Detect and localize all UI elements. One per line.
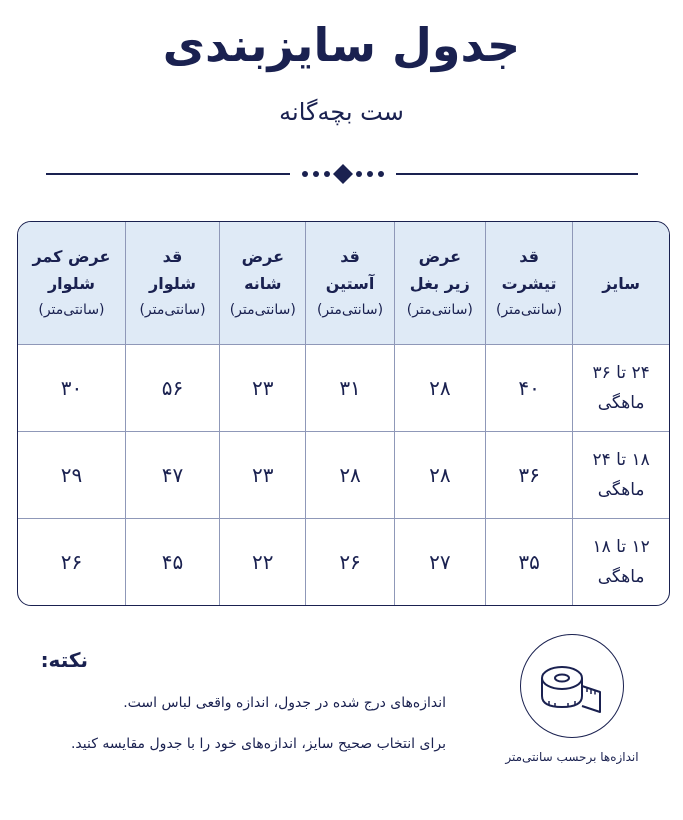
header-label: عرض [241, 246, 284, 266]
badge-caption: اندازه‌ها برحسب سانتی‌متر [505, 750, 639, 764]
table-cell: ۲۸ [394, 345, 485, 432]
table-cell: ۲۲ [220, 519, 306, 606]
table-cell: ۲۸ [306, 432, 394, 519]
table-cell: ۴۰ [485, 345, 572, 432]
header-label: عرض [418, 246, 462, 266]
header-tshirt-length [485, 222, 572, 345]
table-row [18, 432, 669, 519]
size-cell: ۱۸ تا ۲۴ ماهگی [573, 432, 669, 519]
table-cell: ۲۶ [18, 519, 125, 606]
header-chest-width [394, 222, 485, 345]
ornamental-divider [46, 162, 638, 186]
table-row [18, 345, 669, 432]
header-shoulder-width [220, 222, 306, 345]
header-waist-width [18, 222, 125, 345]
table-cell: ۲۶ [306, 519, 394, 606]
header-pants-length [125, 222, 219, 345]
size-cell: ۲۴ تا ۳۶ ماهگی [573, 345, 669, 432]
header-label: قد [162, 246, 183, 266]
header-label: قد [519, 246, 539, 266]
header-unit: (سانتی‌متر) [406, 301, 473, 318]
header-unit: (سانتی‌متر) [496, 301, 563, 318]
measuring-tape-icon [520, 634, 624, 738]
table-cell: ۲۷ [394, 519, 485, 606]
table-cell: ۲۸ [394, 432, 485, 519]
table-cell: ۳۰ [18, 345, 125, 432]
header-label: شانه [244, 273, 282, 293]
page-title: جدول سایزبندی [162, 18, 521, 72]
header-label: قد [340, 246, 360, 266]
header-label: عرض کمر [32, 246, 111, 266]
size-cell: ۱۲ تا ۱۸ ماهگی [573, 519, 669, 606]
header-unit: (سانتی‌متر) [316, 301, 384, 318]
header-label: زیر بغل [409, 273, 470, 293]
header-label: شلوار [149, 273, 197, 293]
note-line: برای انتخاب صحیح سایز، اندازه‌های خود را با جدول مقایسه کنید. [70, 736, 446, 752]
page-subtitle: ست بچه‌گانه [279, 98, 404, 126]
table-cell: ۲۹ [18, 432, 125, 519]
table-cell: ۳۶ [485, 432, 572, 519]
table-cell: ۳۱ [306, 345, 394, 432]
table-cell: ۵۶ [125, 345, 219, 432]
header-label: آستین [325, 273, 375, 293]
measurement-badge [520, 634, 624, 738]
table-cell: ۳۵ [485, 519, 572, 606]
table-cell: ۴۵ [125, 519, 219, 606]
table-header-row [18, 222, 669, 345]
header-label: شلوار [47, 273, 95, 293]
header-label: تیشرت [501, 273, 557, 293]
header-unit: (سانتی‌متر) [38, 301, 105, 318]
note-title: نکته: [40, 648, 88, 672]
size-chart-table [17, 221, 670, 606]
table-cell: ۴۷ [125, 432, 219, 519]
table-cell: ۲۳ [220, 345, 306, 432]
header-size: سایز [573, 222, 669, 345]
table-cell: ۲۳ [220, 432, 306, 519]
header-sleeve-length [306, 222, 394, 345]
table-row [18, 519, 669, 606]
header-unit: (سانتی‌متر) [229, 301, 296, 318]
header-unit: (سانتی‌متر) [139, 301, 206, 318]
note-line: اندازه‌های درج شده در جدول، اندازه واقعی لباس است. [123, 695, 446, 711]
